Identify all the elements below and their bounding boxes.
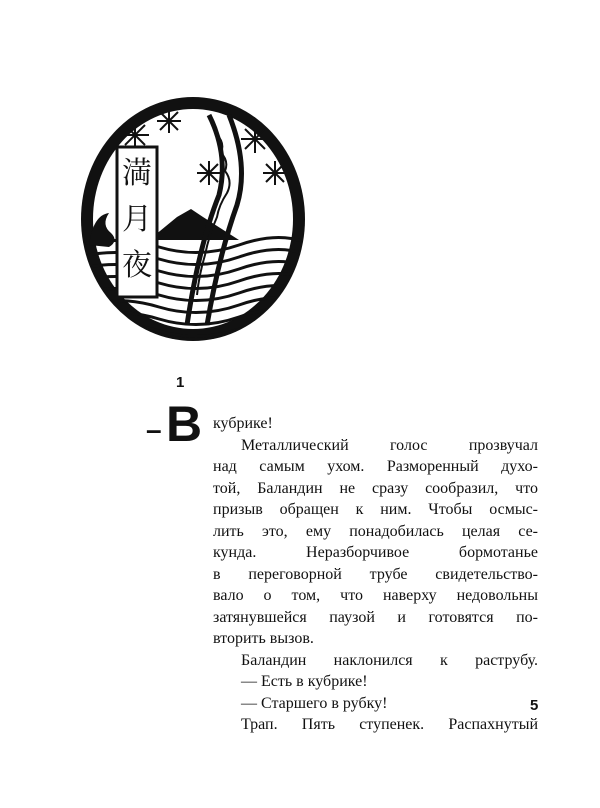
header-illustration [79,95,307,343]
text-line: кубрике! [213,415,273,432]
body-text [213,413,538,736]
text-line: Трап. Пять ступенек. Распахнутый [241,716,538,733]
emblem-title [117,151,157,289]
text-line: Баландин наклонился к раструбу. [241,651,538,669]
text-line: — Есть в кубрике! [241,673,368,690]
text-line: кунда. Неразборчивое бормотанье [213,544,538,561]
emblem-character: 夜 [122,248,152,283]
page-number: 5 [530,697,539,714]
text-line: той, Баландин не сразу сообразил, что [213,479,538,497]
drop-cap: В [166,396,202,452]
opening-dash: – [146,414,162,445]
text-line: призыв обращен к ним. Чтобы осмыс- [213,501,538,518]
text-line: затянувшейся паузой и готовятся по- [213,608,538,626]
text-line: вторить вызов. [213,630,314,647]
text-line: — Старшего в рубку! [241,694,388,712]
chapter-number: 1 [176,374,185,391]
emblem-character: 月 [122,202,152,237]
text-line: лить это, ему понадобилась целая се- [213,522,538,540]
emblem-character: 満 [122,156,152,191]
text-line: в переговорной трубе свидетельство- [213,565,538,583]
moon-landscape-emblem-icon [79,95,307,343]
text-line: Металлический голос прозвучал [241,436,538,454]
text-line: вало о том, что наверху недовольны [213,587,538,604]
text-line: над самым ухом. Разморенный духо- [213,458,538,475]
